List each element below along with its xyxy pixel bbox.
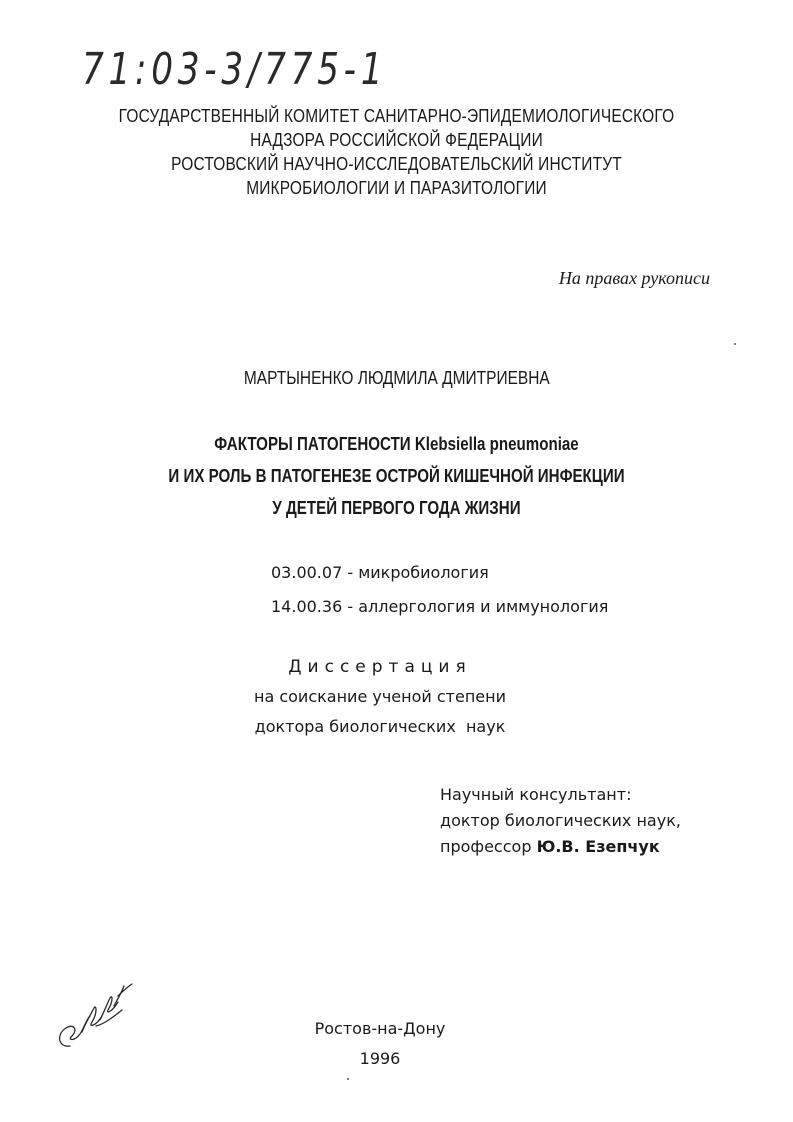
author-name-text: МАРТЫНЕНКО ЛЮДМИЛА ДМИТРИЕВНА xyxy=(243,368,550,388)
document-type: Диссертация xyxy=(288,657,472,677)
institution-line: ГОСУДАРСТВЕННЫЙ КОМИТЕТ САНИТАРНО-ЭПИДЕМИОЛОГИЧЕСКОГО xyxy=(118,106,675,126)
title-line: ФАКТОРЫ ПАТОГЕНОСТИ Klebsiella pneumoniae xyxy=(214,434,579,454)
title-line: И ИХ РОЛЬ В ПАТОГЕНЕЗЕ ОСТРОЙ КИШЕЧНОЙ ИНФЕКЦИИ xyxy=(168,466,625,486)
specialty-line: 03.00.07 - микробиология xyxy=(271,563,489,582)
consultant-name-line xyxy=(440,834,681,860)
manuscript-note: На правах рукописи xyxy=(558,268,710,288)
institution-header xyxy=(0,104,793,200)
title-line: У ДЕТЕЙ ПЕРВОГО ГОДА ЖИЗНИ xyxy=(272,498,521,518)
degree-block xyxy=(0,652,760,742)
city: Ростов-на-Дону xyxy=(314,1019,446,1038)
consultant-title: профессор xyxy=(440,837,532,856)
institution-line: НАДЗОРА РОССИЙСКОЙ ФЕДЕРАЦИИ xyxy=(250,130,543,150)
year: 1996 xyxy=(359,1049,401,1068)
archive-number: 71:03-3/775-1 xyxy=(82,44,388,95)
scientific-consultant xyxy=(440,782,681,860)
place-and-year xyxy=(0,1014,760,1074)
consultant-label: Научный консультант: xyxy=(440,785,632,804)
dissertation-title xyxy=(0,428,793,524)
consultant-degree: доктор биологических наук, xyxy=(440,811,681,830)
author-name xyxy=(0,368,793,389)
scan-speck xyxy=(734,343,736,345)
degree-line: на соискание ученой степени xyxy=(253,687,506,706)
specialty-line: 14.00.36 - аллергология и иммунология xyxy=(271,597,609,616)
institution-line: МИКРОБИОЛОГИИ И ПАРАЗИТОЛОГИИ xyxy=(246,178,547,198)
institution-line: РОСТОВСКИЙ НАУЧНО-ИССЛЕДОВАТЕЛЬСКИЙ ИНСТИТУТ xyxy=(171,154,622,174)
degree-line: доктора биологических наук xyxy=(254,717,506,736)
specialty-codes xyxy=(271,556,608,624)
scan-speck xyxy=(347,1078,349,1080)
consultant-name: Ю.В. Езепчук xyxy=(536,837,660,856)
